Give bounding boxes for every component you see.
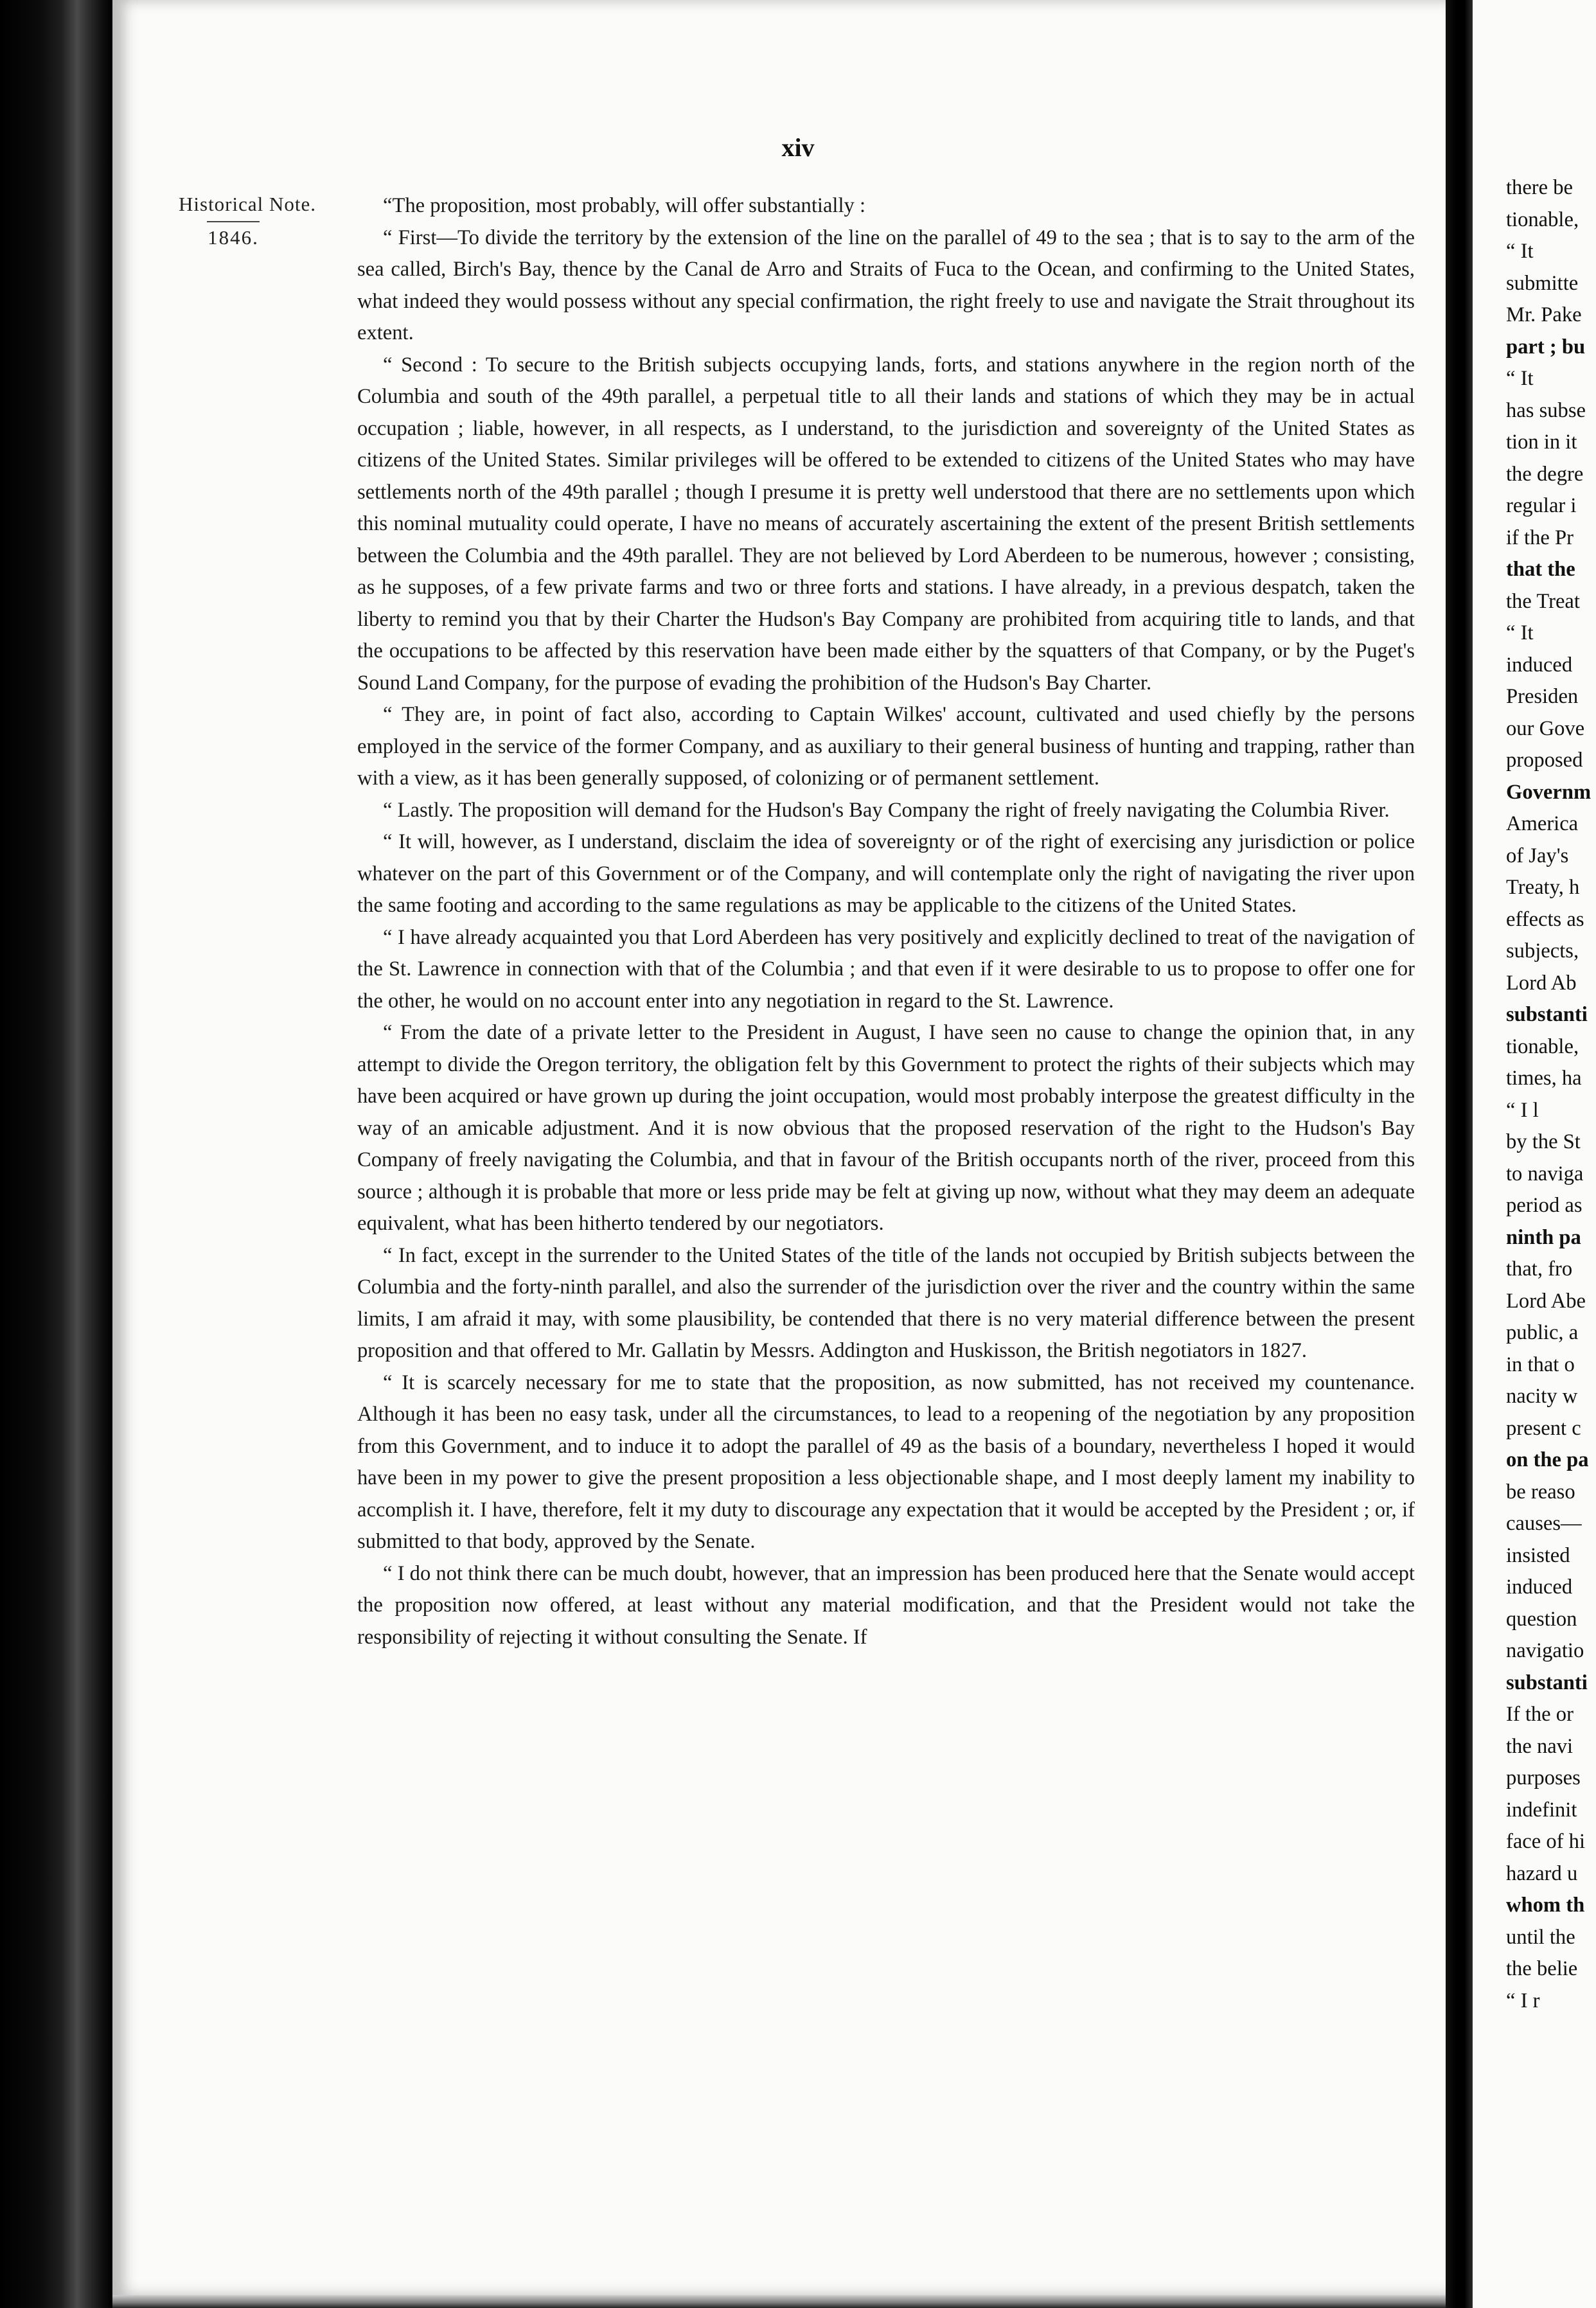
adjacent-page-line: there be bbox=[1506, 176, 1574, 199]
paragraph: “ Lastly. The proposition will demand for the Hudson's Bay Company the right of freely navigating the Columbia River. bbox=[383, 798, 1390, 822]
adjacent-page-line: navigatio bbox=[1506, 1639, 1584, 1662]
adjacent-page-line: “ It bbox=[1506, 240, 1534, 263]
paragraph: “The proposition, most probably, will offer substantially : bbox=[383, 194, 865, 217]
adjacent-page-line: tionable, bbox=[1506, 1034, 1579, 1058]
side-note bbox=[179, 193, 317, 249]
paragraph: “ From the date of a private letter to the President in August, I have seen no cause to change the opinion that, in any attempt to divide the Oregon territory, the obligation felt by this Government to protect the rights of their subjects which may have been acquired or have grown up during the joint occupation, would most probably interpose the greatest difficulty in the way of an amicable adjustment. And it is now obvious that the proposed reservation of the right to the Hudson's Bay Company of freely navigating the Columbia, and that in favour of the British occupants north of the river, proceed from this source ; although it is probable that more or less pride may be felt at giving up now, without what they may deem an adequate equivalent, what has been hitherto tendered by our negotiators. bbox=[357, 1021, 1415, 1235]
paragraph: “ I have already acquainted you that Lord Aberdeen has very positively and explicitly declined to treat of the navigation of the St. Lawrence in connection with that of the Columbia ; and that even if it were desirable to us to propose to offer one for the other, he would on no account enter into any negotiation in regard to the St. Lawrence. bbox=[357, 925, 1415, 1013]
paragraph: “ It will, however, as I understand, disclaim the idea of sovereignty or of the right of exercising any jurisdiction or police whatever on the part of this Government or of the Company, and will contemplate only the right of navigating the river upon the same footing and according to the same regulations as may be applicable to the citizens of the United States. bbox=[357, 830, 1415, 917]
side-note-year: 1846. bbox=[208, 226, 259, 249]
adjacent-page-line: tionable, bbox=[1506, 208, 1579, 231]
adjacent-page-line: our Gove bbox=[1506, 716, 1585, 740]
adjacent-page-line: that, fro bbox=[1506, 1257, 1573, 1281]
adjacent-page-line: times, ha bbox=[1506, 1067, 1582, 1090]
adjacent-page-line: induced bbox=[1506, 1576, 1573, 1599]
adjacent-page-line: nacity w bbox=[1506, 1385, 1578, 1408]
paragraph: “ First—To divide the territory by the extension of the line on the parallel of 49 to the sea ; that is to say to the arm of the sea called, Birch's Bay, thence by the Canal de Arro and Straits of Fuca to the Ocean, and confirming to the United States, what indeed they would possess without any special confirmation, the right freely to use and navigate the Strait throughout its extent. bbox=[357, 226, 1415, 344]
adjacent-page-line: effects as bbox=[1506, 907, 1584, 931]
adjacent-page-line: has subse bbox=[1506, 398, 1586, 422]
adjacent-page-line: tion in it bbox=[1506, 431, 1577, 454]
adjacent-page-line: of Jay's bbox=[1506, 844, 1569, 867]
adjacent-page-line: if the Pr bbox=[1506, 526, 1574, 549]
book-spine bbox=[0, 0, 112, 2308]
adjacent-page-line: be reaso bbox=[1506, 1480, 1575, 1504]
adjacent-page-line: Governm bbox=[1506, 780, 1592, 804]
adjacent-page-line: whom th bbox=[1506, 1894, 1585, 1917]
adjacent-page-line: until the bbox=[1506, 1925, 1575, 1949]
adjacent-page-line: question bbox=[1506, 1607, 1577, 1631]
paragraph: “ In fact, except in the surrender to the United States of the title of the lands not occupied by British subjects between the Columbia and the forty-ninth parallel, and also the surrender of the jurisdiction over the river and the country within the same limits, I am afraid it may, with some plausibility, be contended that there is no very material difference between the present proposition and that offered to Mr. Gallatin by Messrs. Addington and Huskisson, the British negotiators in 1827. bbox=[357, 1243, 1415, 1362]
adjacent-page-line: Lord Abe bbox=[1506, 1289, 1586, 1313]
adjacent-page-line: that the bbox=[1506, 558, 1575, 581]
adjacent-page-line: subjects, bbox=[1506, 939, 1579, 963]
adjacent-page-line: on the pa bbox=[1506, 1448, 1589, 1471]
adjacent-page-line: part ; bu bbox=[1506, 335, 1586, 359]
page-number: xiv bbox=[781, 133, 815, 162]
adjacent-page-line: substanti bbox=[1506, 1003, 1588, 1026]
adjacent-page-line: If the or bbox=[1506, 1703, 1574, 1726]
adjacent-page-line: purposes bbox=[1506, 1766, 1581, 1789]
adjacent-page-line: the belie bbox=[1506, 1957, 1578, 1980]
paragraph: “ They are, in point of fact also, according to Captain Wilkes' account, cultivated and used chiefly by the persons employed in the service of the former Company, and as auxiliary to their general business of hunting and trapping, rather than with a view, as it has been generally supposed, of colonizing or of permanent settlement. bbox=[357, 703, 1415, 790]
adjacent-page-line: to naviga bbox=[1506, 1162, 1584, 1185]
adjacent-page-line: Treaty, h bbox=[1506, 876, 1580, 899]
adjacent-page-line: public, a bbox=[1506, 1321, 1579, 1344]
adjacent-page-line: the Treat bbox=[1506, 589, 1580, 613]
page-bottom-edge bbox=[112, 2295, 1446, 2308]
adjacent-page-line: in that o bbox=[1506, 1353, 1575, 1376]
adjacent-page-line: indefinit bbox=[1506, 1798, 1577, 1822]
adjacent-page-line: period as bbox=[1506, 1194, 1583, 1217]
adjacent-page-line: Lord Ab bbox=[1506, 971, 1577, 995]
adjacent-page-line: causes— bbox=[1506, 1512, 1582, 1535]
adjacent-page-line: substanti bbox=[1506, 1671, 1588, 1694]
paragraph: “ It is scarcely necessary for me to state that the proposition, as now submitted, has not received my countenance. Although it has been no easy task, under all the circumstances, to lead to a reopening of the negotiation by any proposition from this Government, and to induce it to adopt the parallel of 49 as the basis of a boundary, nevertheless I hoped it would have been in my power to give the present proposition a less objectionable shape, and I most deeply lament my inability to accomplish it. I have, therefore, felt it my duty to discourage any expectation that it would be accepted by the President ; or, if submitted to that body, approved by the Senate. bbox=[357, 1371, 1415, 1553]
adjacent-page-line: induced bbox=[1506, 653, 1573, 677]
side-note-label: Historical Note. bbox=[179, 193, 317, 215]
adjacent-page-line: proposed bbox=[1506, 749, 1583, 772]
adjacent-page-text bbox=[1506, 172, 1596, 2017]
adjacent-page-line: submitte bbox=[1506, 271, 1579, 295]
paragraph: “ I do not think there can be much doubt, however, that an impression has been produced here that the Senate would accept the proposition now offered, at least without any material modification, and that the President would not take the responsibility of rejecting it without consulting the Senate. If bbox=[357, 1561, 1415, 1649]
adjacent-page-line: Mr. Pake bbox=[1506, 303, 1582, 326]
adjacent-page-line: by the St bbox=[1506, 1130, 1581, 1153]
adjacent-page-line: regular i bbox=[1506, 494, 1577, 517]
paragraph: “ Second : To secure to the British subjects occupying lands, forts, and stations anywhere in the region north of the Columbia and south of the 49th parallel, a perpetual title to all their lands and stations of which they may be in actual occupation ; liable, however, in all respects, as I understand, to the jurisdiction and sovereignty of the United States as citizens of the United States. Similar privileges will be offered to be extended to citizens of the United States who may have settlements north of the 49th parallel ; though I presume it is pretty well understood that there are no settlements upon which this nominal mutuality could operate, I have no means of accurately ascertaining the extent of the present British settlements between the Columbia and the 49th parallel. They are not believed by Lord Aberdeen to be numerous, however ; consisting, as he supposes, of a few private farms and two or three forts and stations. I have already, in a previous despatch, taken the liberty to remind you that by their Charter the Hudson's Bay Company are prohibited from acquiring title to lands, and that the occupations to be affected by this reservation have been made either by the squatters of that Company, or by the Puget's Sound Land Company, for the purpose of evading the prohibition of the Hudson's Bay Charter. bbox=[357, 353, 1415, 695]
adjacent-page-line: the degre bbox=[1506, 462, 1584, 486]
adjacent-page-line: “ I r bbox=[1506, 1989, 1540, 2012]
adjacent-page-line: Presiden bbox=[1506, 685, 1579, 708]
book-gutter bbox=[1446, 0, 1473, 2308]
adjacent-page-line: “ I l bbox=[1506, 1098, 1539, 1122]
adjacent-page-line: “ It bbox=[1506, 367, 1534, 390]
adjacent-page-line: present c bbox=[1506, 1416, 1581, 1440]
adjacent-page-line: ninth pa bbox=[1506, 1225, 1581, 1249]
adjacent-page bbox=[1473, 0, 1596, 2308]
adjacent-page-line: hazard u bbox=[1506, 1861, 1578, 1885]
adjacent-page-line: face of hi bbox=[1506, 1830, 1585, 1853]
adjacent-page-line: the navi bbox=[1506, 1734, 1574, 1758]
adjacent-page-line: insisted bbox=[1506, 1543, 1570, 1567]
side-note-rule bbox=[207, 221, 260, 222]
body-text bbox=[357, 190, 1415, 1653]
adjacent-page-line: America bbox=[1506, 812, 1579, 835]
adjacent-page-line: “ It bbox=[1506, 621, 1534, 644]
